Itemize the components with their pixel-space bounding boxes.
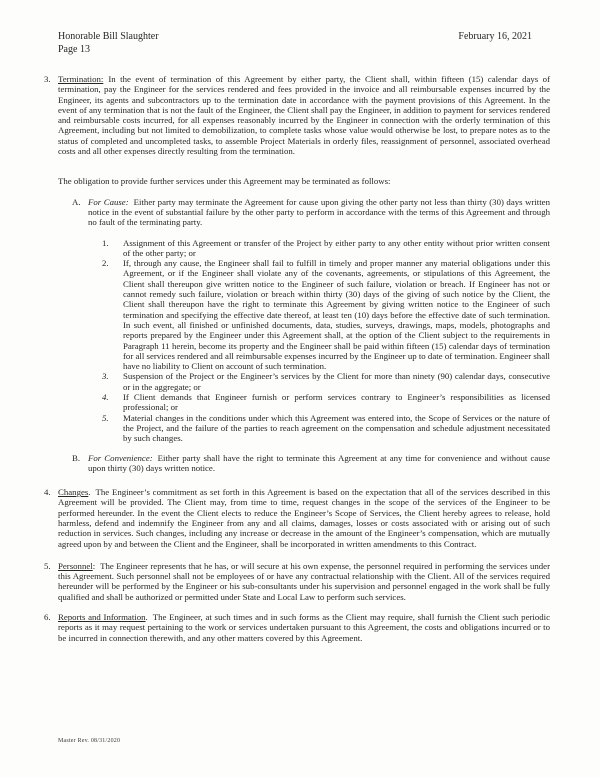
section-4-body: The Engineer’s commitment as set forth in this Agreement is based on the expectation that all of the services described in this Agreement will be provided. The Client may, from time to time, request changes in the scope of the services of the Engineer to be performed hereunder. In the event the Client elects to reduce the Engineer’s Scope of Services, the Client hereby agrees to release, hold harmless, defend and indemnify the Engineer from any and all claims, damages, losses or costs associated with or arising out of such reduction in services. Such changes, including any increase or decrease in the amount of the Engineer’s compensation, which are mutually agreed upon by and between the Client and the Engineer, shall be incorporated in written amendments to this Contract. bbox=[58, 487, 550, 549]
page-number-label: Page 13 bbox=[58, 44, 90, 55]
section-5-paragraph bbox=[58, 561, 550, 602]
subitem-1-number: 1. bbox=[102, 237, 109, 248]
header-left bbox=[58, 30, 159, 56]
section-6-paragraph bbox=[58, 612, 550, 643]
section-3-paragraph bbox=[58, 74, 550, 156]
section-3-termination bbox=[44, 74, 550, 156]
section-4-heading: Changes bbox=[58, 487, 89, 498]
section-4-number: 4. bbox=[44, 487, 51, 498]
section-3-continuation: The obligation to provide further services under this Agreement may be terminated as follows: bbox=[58, 176, 391, 187]
subitem-5 bbox=[102, 413, 550, 444]
subitem-3-number: 3. bbox=[102, 371, 109, 382]
section-5-body: The Engineer represents that he has, or will secure at his own expense, the personnel required in performing the services under this Agreement. Such personnel shall not be employees of or have any contractual relationship with the Client. All of the services required hereunder will be performed by the Engineer or his sub-consultants under his supervision and personnel engaged in the work shall be fully qualified and shall be authorized or permitted under State and Local Law to perform such services. bbox=[58, 560, 550, 602]
section-6-number: 6. bbox=[44, 612, 51, 623]
item-a-for-cause bbox=[72, 197, 550, 228]
section-4-paragraph bbox=[58, 487, 550, 549]
section-3-number: 3. bbox=[44, 74, 51, 84]
item-a-lead: For Cause: bbox=[88, 196, 129, 207]
item-b-lead: For Convenience: bbox=[88, 452, 153, 463]
section-6-reports bbox=[44, 612, 550, 643]
subitem-3-text: Suspension of the Project or the Engineer’s services by the Client for more than ninety (90) calendar days, consecutive or in the aggregate; or bbox=[123, 371, 550, 392]
subitem-5-number: 5. bbox=[102, 412, 109, 423]
section-3-body: In the event of termination of this Agreement by either party, the Client shall, within fifteen (15) calendar days of termination, pay the Engineer for the services rendered and fees provided in the invoice and all reimbursable expenses incurred by the Engineer, its agents and subcontractors up to the termination date in accordance with the payment provisions of this Agreement. In the event of any termination that is not the fault of the Engineer, the Client shall pay the Engineer, in addition to payment for services rendered and reimbursable costs incurred, for all expenses reasonably incurred by the Engineer in connection with the orderly termination of this Agreement, including but not limited to demobilization, to complete tasks whose value would otherwise be lost, to prepare notes as to the status of completed and uncompleted tasks, to assemble Project Materials in orderly files, reassignment of personnel, associated overhead costs and all other expenses directly resulting from the termination. bbox=[58, 74, 550, 157]
section-6-heading: Reports and Information bbox=[58, 612, 146, 623]
letter-header bbox=[58, 0, 550, 56]
recipient-name: Honorable Bill Slaughter bbox=[58, 31, 159, 42]
document-content bbox=[44, 0, 550, 643]
subitem-1-text: Assignment of this Agreement or transfer of the Project by either party to any other entity without prior written consent of the other party; or bbox=[123, 237, 550, 258]
section-4-changes bbox=[44, 487, 550, 549]
item-a-paragraph bbox=[88, 197, 550, 228]
item-b-paragraph bbox=[88, 453, 550, 474]
section-4-heading-punct: . bbox=[88, 487, 91, 498]
section-5-personnel bbox=[44, 561, 550, 602]
subitem-2-text: If, through any cause, the Engineer shall fail to fulfill in timely and proper manner any material obligations under this Agreement, or if the Engineer shall violate any of the covenants, agreements, or stipulations of this Agreement, the Client shall thereupon give written notice to the Engineer of such failure, violation or breach. If Engineer has not or cannot remedy such failure, violation or breach within thirty (30) days of the giving of such notice by the Client, the Client shall thereupon have the right to terminate this Agreement by giving written notice to the Engineer of such termination and specifying the effective date thereof, at least ten (10) days before the effective date of such termination. In such event, all finished or unfinished documents, data, studies, surveys, drawings, maps, models, photographs and reports prepared by the Engineer under this Agreement shall, at the option of the Client subject to the requirements in Paragraph 11 herein, become its property and the Engineer shall be paid within fifteen (15) calendar days of termination for all services rendered and all reimbursable expenses incurred by the Engineer up to date of termination. Engineer shall have no liability to Client on account of such termination. bbox=[123, 258, 550, 372]
section-6-heading-punct: . bbox=[145, 612, 148, 623]
section-5-heading: Personnel bbox=[58, 560, 93, 571]
section-3-heading: Termination: bbox=[58, 74, 104, 84]
subitem-1 bbox=[102, 238, 550, 259]
master-revision-note: Master Rev. 08/31/2020 bbox=[58, 738, 121, 744]
subitem-4-text: If Client demands that Engineer furnish or perform services contrary to Engineer’s responsibilities as licensed professional; or bbox=[123, 392, 550, 413]
subitem-5-text: Material changes in the conditions under which this Agreement was entered into, the Scope of Services or the nature of the Project, and the failure of the parties to reach agreement on the compensation and schedule adjustment necessitated by such changes. bbox=[123, 412, 550, 444]
letter-date: February 16, 2021 bbox=[458, 31, 532, 42]
subitem-3 bbox=[102, 371, 550, 392]
item-b-text: Either party shall have the right to terminate this Agreement at any time for convenience and without cause upon thirty (30) days written notice. bbox=[88, 452, 550, 473]
subitem-2 bbox=[102, 258, 550, 371]
item-a-label: A. bbox=[72, 196, 81, 207]
item-a-text: Either party may terminate the Agreement for cause upon giving the other party not less than thirty (30) days written notice in the event of substantial failure by the other party to perform in accordance with the terms of this Agreement and through no fault of the terminating party. bbox=[88, 196, 550, 228]
section-5-heading-punct: : bbox=[92, 560, 96, 571]
item-b-for-convenience bbox=[72, 453, 550, 474]
section-6-body: The Engineer, at such times and in such forms as the Client may require, shall furnish the Client such periodic reports as it may request pertaining to the work or services undertaken pursuant to this Agreement, the costs and obligations incurred or to be incurred in connection therewith, and any other matters covered by this Agreement. bbox=[58, 612, 550, 643]
subitem-2-number: 2. bbox=[102, 258, 109, 269]
subitem-4 bbox=[102, 392, 550, 413]
section-5-number: 5. bbox=[44, 560, 51, 571]
subitem-4-number: 4. bbox=[102, 392, 109, 403]
item-b-label: B. bbox=[72, 452, 81, 463]
